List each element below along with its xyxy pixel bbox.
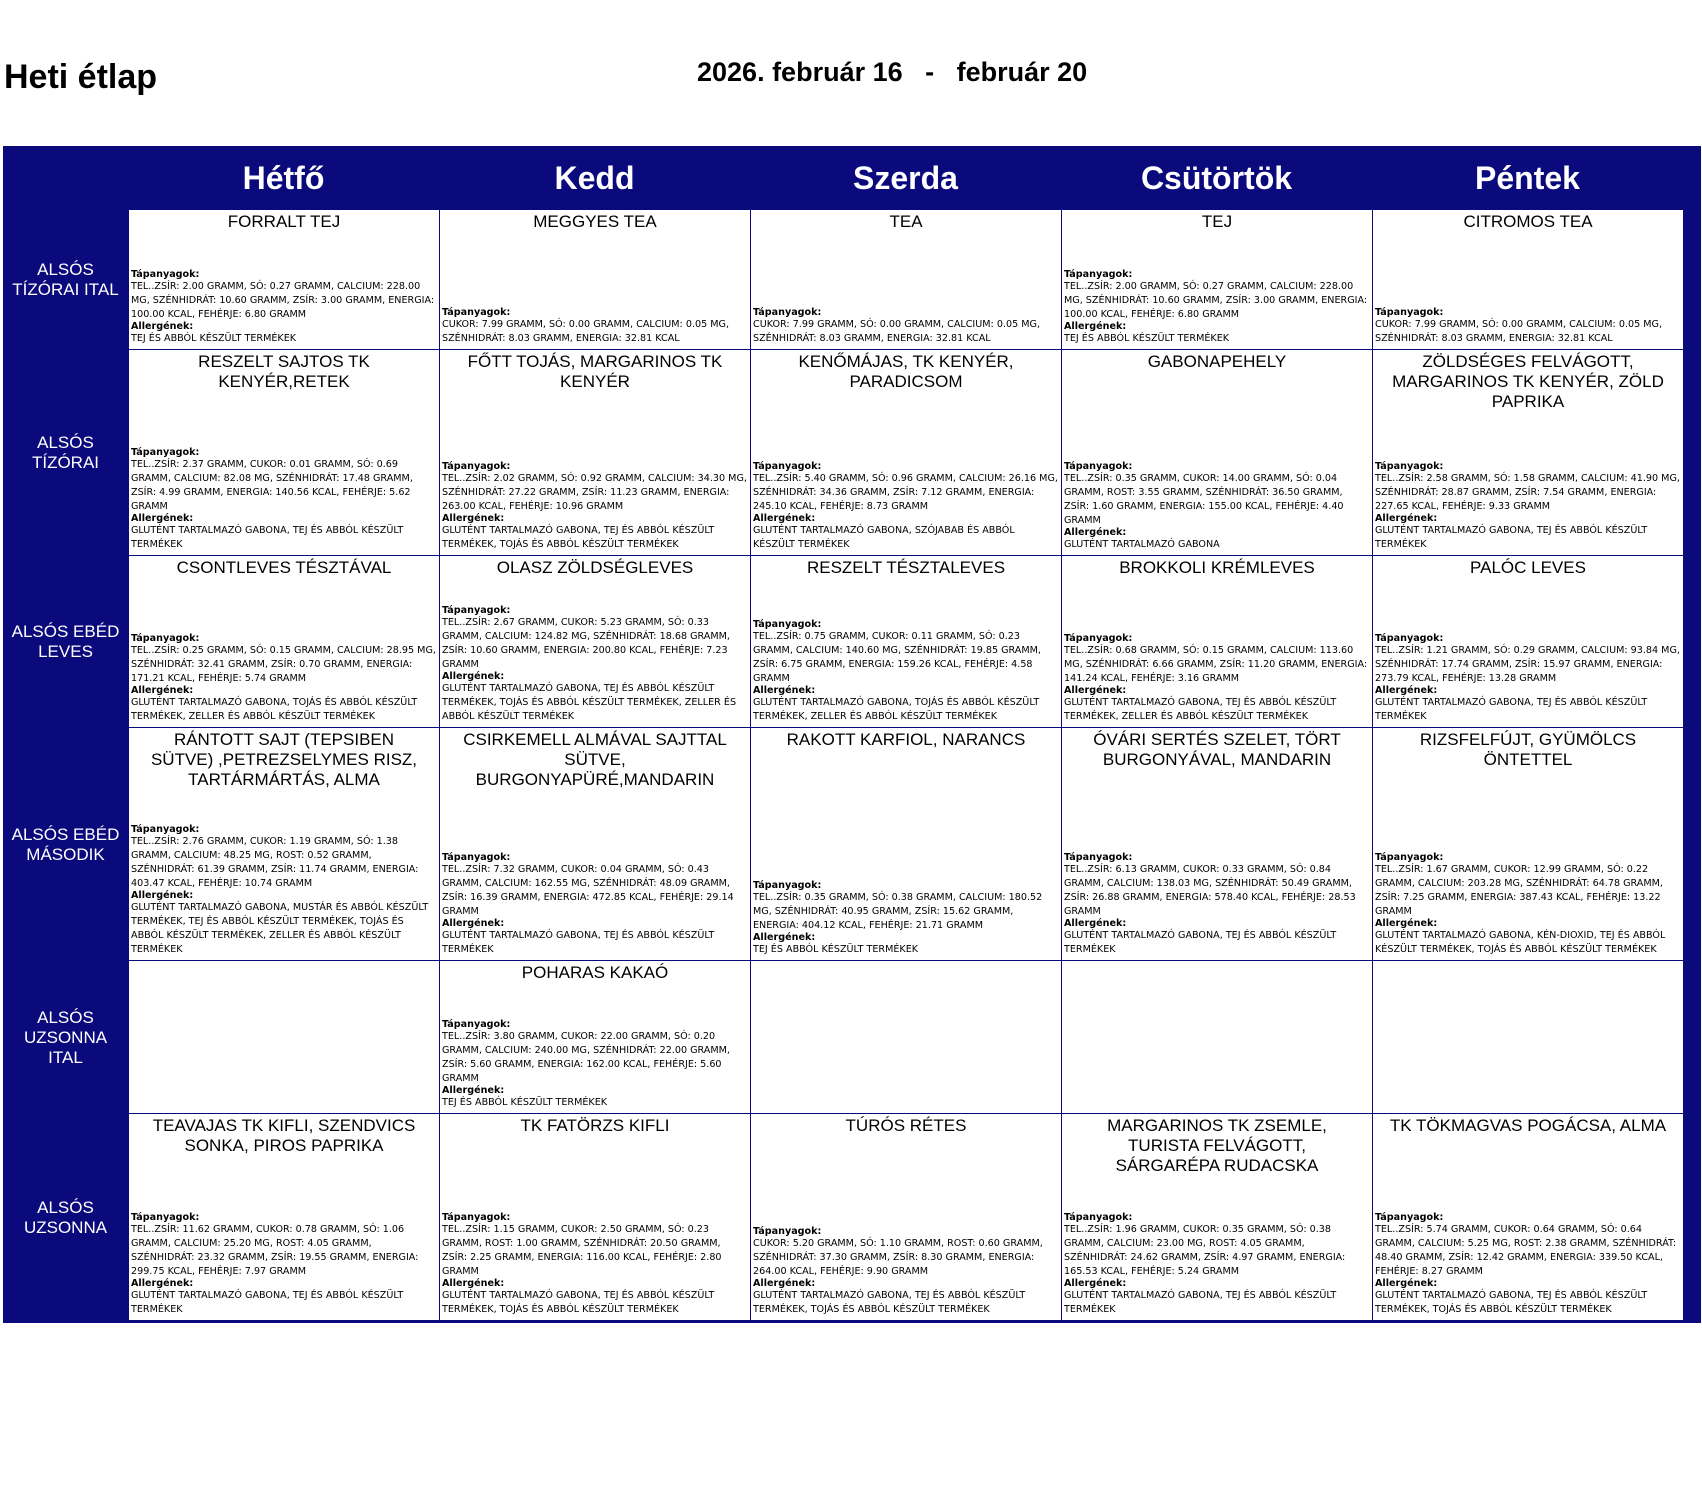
nutrients-text: TEL..ZSÍR: 1.15 GRAMM, CUKOR: 2.50 GRAMM, SÓ: 0.23 GRAMM, ROST: 1.00 GRAMM, SZÉNHIDRÁT: 20.50 GRAMM, ZSÍR: 2.25 GRAMM, ENERGIA: 116.00 KCAL, FEHÉRJE: 2.80 GRAMM — [442, 1224, 722, 1277]
nutrients-label: Tápanyagok: — [1064, 633, 1133, 644]
menu-table — [3, 146, 1701, 1323]
dish-name: RÁNTOTT SAJT (TEPSIBEN SÜTVE) ,PETREZSELYMES RISZ, TARTÁRMÁRTÁS, ALMA — [150, 730, 418, 789]
allergens-text: GLUTÉNT TARTALMAZÓ GABONA, TEJ ÉS ABBÓL KÉSZÜLT TERMÉKEK — [131, 1290, 404, 1315]
nutrients-text: TEL..ZSÍR: 3.80 GRAMM, CUKOR: 22.00 GRAMM, SÓ: 0.20 GRAMM, CALCIUM: 240.00 MG, SZÉNHIDRÁT: 22.00 GRAMM, ZSÍR: 5.60 GRAMM, ENERGIA: 162.00 KCAL, FEHÉRJE: 5.60 GRAMM — [442, 1031, 730, 1084]
allergens-label: Allergének: — [442, 1085, 505, 1096]
dish-name: RIZSFELFÚJT, GYÜMÖLCS ÖNTETTEL — [1419, 730, 1637, 769]
allergens-text: GLUTÉNT TARTALMAZÓ GABONA, TEJ ÉS ABBÓL KÉSZÜLT TERMÉKEK, TOJÁS ÉS ABBÓL KÉSZÜLT TERMÉKEK — [442, 525, 715, 550]
allergens-text: GLUTÉNT TARTALMAZÓ GABONA, TEJ ÉS ABBÓL KÉSZÜLT TERMÉKEK, ZELLER ÉS ABBÓL KÉSZÜLT TERMÉKEK — [1064, 697, 1337, 722]
nutrition-info — [442, 853, 748, 957]
allergens-text: GLUTÉNT TARTALMAZÓ GABONA, TEJ ÉS ABBÓL KÉSZÜLT TERMÉKEK — [1064, 1290, 1337, 1315]
allergens-text: GLUTÉNT TARTALMAZÓ GABONA, TEJ ÉS ABBÓL KÉSZÜLT TERMÉKEK — [1375, 525, 1648, 550]
nutrients-text: TEL..ZSÍR: 2.67 GRAMM, CUKOR: 5.23 GRAMM, SÓ: 0.33 GRAMM, CALCIUM: 124.82 MG, SZÉNHIDRÁT: 18.68 GRAMM, ZSÍR: 10.60 GRAMM, ENERGIA: 200.80 KCAL, FEHÉRJE: 7.23 GRAMM — [442, 617, 730, 670]
allergens-label: Allergének: — [1064, 527, 1127, 538]
nutrition-info — [442, 1020, 748, 1110]
nutrients-text: TEL..ZSÍR: 2.37 GRAMM, CUKOR: 0.01 GRAMM, SÓ: 0.69 GRAMM, CALCIUM: 82.08 MG, SZÉNHIDRÁT: 17.48 GRAMM, ZSÍR: 4.99 GRAMM, ENERGIA: 140.56 KCAL, FEHÉRJE: 5.62 GRAMM — [131, 459, 413, 512]
nutrition-info — [753, 1227, 1059, 1317]
allergens-text: TEJ ÉS ABBÓL KÉSZÜLT TERMÉKEK — [1064, 333, 1230, 344]
nutrition-info — [442, 462, 748, 552]
dish-name: ÓVÁRI SERTÉS SZELET, TÖRT BURGONYÁVAL, MANDARIN — [1093, 730, 1341, 769]
allergens-label: Allergének: — [753, 1278, 816, 1289]
menu-cell — [750, 210, 1061, 350]
allergens-label: Allergének: — [442, 671, 505, 682]
day-header: Csütörtök — [1140, 160, 1293, 196]
nutrients-text: TEL..ZSÍR: 2.00 GRAMM, SÓ: 0.27 GRAMM, CALCIUM: 228.00 MG, SZÉNHIDRÁT: 10.60 GRAMM, ZSÍR: 3.00 GRAMM, ENERGIA: 100.00 KCAL, FEHÉRJE: 6.80 GRAMM — [1064, 281, 1368, 320]
nutrients-label: Tápanyagok: — [1064, 1212, 1133, 1223]
nutrients-text: TEL..ZSÍR: 1.67 GRAMM, CUKOR: 12.99 GRAMM, SÓ: 0.22 GRAMM, CALCIUM: 203.28 MG, SZÉNHIDRÁT: 64.78 GRAMM, ZSÍR: 7.25 GRAMM, ENERGIA: 387.43 KCAL, FEHÉRJE: 13.22 GRAMM — [1375, 864, 1663, 917]
menu-cell — [128, 350, 439, 556]
dish-name: TEJ — [1201, 212, 1233, 231]
menu-cell — [128, 961, 439, 1114]
allergens-label: Allergének: — [1375, 513, 1438, 524]
menu-cell — [1372, 728, 1683, 961]
nutrients-label: Tápanyagok: — [131, 269, 200, 280]
nutrition-info — [131, 270, 437, 346]
nutrients-label: Tápanyagok: — [131, 447, 200, 458]
nutrition-info — [1064, 270, 1370, 346]
allergens-label: Allergének: — [753, 932, 816, 943]
menu-cell — [439, 350, 750, 556]
dish-name: CSIRKEMELL ALMÁVAL SAJTTAL SÜTVE, BURGONYAPÜRÉ,MANDARIN — [463, 730, 727, 789]
menu-cell — [439, 728, 750, 961]
allergens-label: Allergének: — [442, 1278, 505, 1289]
corner-cell — [3, 146, 128, 210]
menu-cell — [128, 556, 439, 728]
nutrients-label: Tápanyagok: — [442, 461, 511, 472]
nutrition-info — [442, 1213, 748, 1317]
nutrition-info — [1064, 1213, 1370, 1317]
allergens-label: Allergének: — [1064, 321, 1127, 332]
nutrients-text: TEL..ZSÍR: 2.58 GRAMM, SÓ: 1.58 GRAMM, CALCIUM: 41.90 MG, SZÉNHIDRÁT: 28.87 GRAMM, ZSÍR: 7.54 GRAMM, ENERGIA: 227.65 KCAL, FEHÉRJE: 9.33 GRAMM — [1375, 473, 1680, 512]
dish-name: ZÖLDSÉGES FELVÁGOTT, MARGARINOS TK KENYÉR, ZÖLD PAPRIKA — [1392, 352, 1664, 411]
nutrients-text: TEL..ZSÍR: 0.35 GRAMM, SÓ: 0.38 GRAMM, CALCIUM: 180.52 MG, SZÉNHIDRÁT: 40.95 GRAMM, ZSÍR: 15.62 GRAMM, ENERGIA: 404.12 KCAL, FEHÉRJE: 21.71 GRAMM — [753, 892, 1043, 931]
nutrients-text: TEL..ZSÍR: 6.13 GRAMM, CUKOR: 0.33 GRAMM, SÓ: 0.84 GRAMM, CALCIUM: 138.03 MG, SZÉNHIDRÁT: 50.49 GRAMM, ZSÍR: 26.88 GRAMM, ENERGIA: 578.40 KCAL, FEHÉRJE: 28.53 GRAMM — [1064, 864, 1356, 917]
dish-name: GABONAPEHELY — [1147, 352, 1287, 371]
dish-name: RAKOTT KARFIOL, NARANCS — [786, 730, 1026, 749]
nutrition-info — [1375, 1213, 1681, 1317]
nutrients-text: TEL..ZSÍR: 5.40 GRAMM, SÓ: 0.96 GRAMM, CALCIUM: 26.16 MG, SZÉNHIDRÁT: 34.36 GRAMM, ZSÍR: 7.12 GRAMM, ENERGIA: 245.10 KCAL, FEHÉRJE: 8.73 GRAMM — [753, 473, 1058, 512]
allergens-text: GLUTÉNT TARTALMAZÓ GABONA, KÉN-DIOXID, TEJ ÉS ABBÓL KÉSZÜLT TERMÉKEK, TOJÁS ÉS ABBÓL KÉSZÜLT TERMÉKEK — [1375, 930, 1666, 955]
nutrients-label: Tápanyagok: — [442, 307, 511, 318]
menu-cell — [1372, 350, 1683, 556]
allergens-label: Allergének: — [1375, 1278, 1438, 1289]
nutrients-text: TEL..ZSÍR: 1.21 GRAMM, SÓ: 0.29 GRAMM, CALCIUM: 93.84 MG, SZÉNHIDRÁT: 17.74 GRAMM, ZSÍR: 15.97 GRAMM, ENERGIA: 273.79 KCAL, FEHÉRJE: 13.28 GRAMM — [1375, 645, 1680, 684]
nutrition-info — [442, 308, 748, 346]
dish-name: KENŐMÁJAS, TK KENYÉR, PARADICSOM — [798, 352, 1014, 391]
dish-name: TK FATÖRZS KIFLI — [520, 1116, 670, 1135]
allergens-text: GLUTÉNT TARTALMAZÓ GABONA, TEJ ÉS ABBÓL KÉSZÜLT TERMÉKEK, TOJÁS ÉS ABBÓL KÉSZÜLT TERMÉKEK, ZELLER ÉS ABBÓL KÉSZÜLT TERMÉKEK — [442, 683, 737, 722]
allergens-label: Allergének: — [753, 685, 816, 696]
dish-name: TEA — [889, 212, 923, 231]
dish-name: RESZELT SAJTOS TK KENYÉR,RETEK — [198, 352, 370, 391]
date-range: 2026. február 16 - február 20 — [697, 57, 1088, 87]
nutrients-label: Tápanyagok: — [1064, 461, 1133, 472]
menu-cell — [128, 210, 439, 350]
menu-cell — [1061, 556, 1372, 728]
menu-cell — [439, 556, 750, 728]
nutrition-info — [1064, 462, 1370, 552]
nutrition-info — [131, 634, 437, 724]
allergens-label: Allergének: — [1375, 685, 1438, 696]
allergens-label: Allergének: — [131, 685, 194, 696]
allergens-text: TEJ ÉS ABBÓL KÉSZÜLT TERMÉKEK — [131, 333, 297, 344]
nutrition-info — [1375, 308, 1681, 346]
day-header: Péntek — [1475, 160, 1580, 196]
allergens-text: GLUTÉNT TARTALMAZÓ GABONA — [1064, 539, 1220, 550]
allergens-text: GLUTÉNT TARTALMAZÓ GABONA, TOJÁS ÉS ABBÓL KÉSZÜLT TERMÉKEK, ZELLER ÉS ABBÓL KÉSZÜLT TERMÉKEK — [753, 697, 1040, 722]
menu-cell — [1061, 210, 1372, 350]
nutrients-label: Tápanyagok: — [753, 1226, 822, 1237]
nutrients-text: TEL..ZSÍR: 7.32 GRAMM, CUKOR: 0.04 GRAMM, SÓ: 0.43 GRAMM, CALCIUM: 162.55 MG, SZÉNHIDRÁT: 48.09 GRAMM, ZSÍR: 16.39 GRAMM, ENERGIA: 472.85 KCAL, FEHÉRJE: 29.14 GRAMM — [442, 864, 734, 917]
dish-name: TK TÖKMAGVAS POGÁCSA, ALMA — [1389, 1116, 1667, 1135]
nutrition-info — [1064, 634, 1370, 724]
allergens-text: GLUTÉNT TARTALMAZÓ GABONA, SZÓJABAB ÉS ABBÓL KÉSZÜLT TERMÉKEK — [753, 525, 1015, 550]
dish-name: TEAVAJAS TK KIFLI, SZENDVICS SONKA, PIROS PAPRIKA — [152, 1116, 416, 1155]
nutrients-label: Tápanyagok: — [1375, 633, 1444, 644]
allergens-label: Allergének: — [442, 513, 505, 524]
menu-cell — [750, 350, 1061, 556]
nutrition-info — [1375, 853, 1681, 957]
allergens-label: Allergének: — [131, 1278, 194, 1289]
nutrients-text: TEL..ZSÍR: 5.74 GRAMM, CUKOR: 0.64 GRAMM, SÓ: 0.64 GRAMM, CALCIUM: 5.25 MG, ROST: 2.38 GRAMM, SZÉNHIDRÁT: 48.40 GRAMM, ZSÍR: 12.42 GRAMM, ENERGIA: 339.50 KCAL, FEHÉRJE: 8.27 GRAMM — [1375, 1224, 1677, 1277]
menu-cell — [439, 210, 750, 350]
dish-name: FORRALT TEJ — [227, 212, 341, 231]
nutrients-label: Tápanyagok: — [753, 619, 822, 630]
day-header: Kedd — [554, 160, 635, 196]
allergens-text: TEJ ÉS ABBÓL KÉSZÜLT TERMÉKEK — [753, 944, 919, 955]
dish-name: PALÓC LEVES — [1470, 558, 1586, 577]
nutrients-text: TEL..ZSÍR: 0.75 GRAMM, CUKOR: 0.11 GRAMM, SÓ: 0.23 GRAMM, CALCIUM: 140.60 MG, SZÉNHIDRÁT: 19.85 GRAMM, ZSÍR: 6.75 GRAMM, ENERGIA: 159.26 KCAL, FEHÉRJE: 4.58 GRAMM — [753, 631, 1041, 684]
nutrients-text: CUKOR: 5.20 GRAMM, SÓ: 1.10 GRAMM, ROST: 0.60 GRAMM, SZÉNHIDRÁT: 37.30 GRAMM, ZSÍR: 8.30 GRAMM, ENERGIA: 264.00 KCAL, FEHÉRJE: 9.90 GRAMM — [753, 1238, 1043, 1277]
nutrition-info — [131, 1213, 437, 1317]
dish-name: MARGARINOS TK ZSEMLE, TURISTA FELVÁGOTT, SÁRGARÉPA RUDACSKA — [1107, 1116, 1327, 1175]
nutrition-info — [1375, 634, 1681, 724]
nutrients-label: Tápanyagok: — [442, 852, 511, 863]
dish-name: MEGGYES TEA — [533, 212, 657, 231]
nutrition-info — [753, 881, 1059, 957]
nutrients-label: Tápanyagok: — [131, 633, 200, 644]
nutrients-label: Tápanyagok: — [753, 880, 822, 891]
nutrients-label: Tápanyagok: — [1375, 852, 1444, 863]
dish-name: POHARAS KAKAÓ — [521, 963, 669, 982]
nutrients-label: Tápanyagok: — [1375, 307, 1444, 318]
menu-cell — [1061, 728, 1372, 961]
menu-cell — [750, 1114, 1061, 1321]
allergens-text: GLUTÉNT TARTALMAZÓ GABONA, TEJ ÉS ABBÓL KÉSZÜLT TERMÉKEK — [442, 930, 715, 955]
page-title: Heti étlap — [4, 58, 158, 96]
menu-cell — [1372, 210, 1683, 350]
nutrition-info — [1375, 462, 1681, 552]
dish-name: CSONTLEVES TÉSZTÁVAL — [176, 558, 392, 577]
allergens-label: Allergének: — [442, 918, 505, 929]
allergens-label: Allergének: — [131, 513, 194, 524]
allergens-text: GLUTÉNT TARTALMAZÓ GABONA, MUSTÁR ÉS ABBÓL KÉSZÜLT TERMÉKEK, TEJ ÉS ABBÓL KÉSZÜLT TERMÉKEK, TOJÁS ÉS ABBÓL KÉSZÜLT TERMÉKEK, ZELLER ÉS ABBÓL KÉSZÜLT TERMÉKEK — [131, 902, 429, 955]
menu-cell — [1372, 556, 1683, 728]
dish-name: OLASZ ZÖLDSÉGLEVES — [496, 558, 694, 577]
allergens-text: GLUTÉNT TARTALMAZÓ GABONA, TOJÁS ÉS ABBÓL KÉSZÜLT TERMÉKEK, ZELLER ÉS ABBÓL KÉSZÜLT TERMÉKEK — [131, 697, 418, 722]
menu-cell — [1372, 961, 1683, 1114]
nutrients-label: Tápanyagok: — [1064, 852, 1133, 863]
dish-name: TÚRÓS RÉTES — [845, 1116, 967, 1135]
nutrients-label: Tápanyagok: — [442, 1212, 511, 1223]
allergens-label: Allergének: — [1064, 1278, 1127, 1289]
nutrition-info — [131, 825, 437, 957]
nutrients-label: Tápanyagok: — [753, 461, 822, 472]
nutrition-info — [131, 448, 437, 552]
nutrients-text: TEL..ZSÍR: 2.76 GRAMM, CUKOR: 1.19 GRAMM, SÓ: 1.38 GRAMM, CALCIUM: 48.25 MG, ROST: 0.52 GRAMM, SZÉNHIDRÁT: 61.39 GRAMM, ZSÍR: 11.74 GRAMM, ENERGIA: 403.47 KCAL, FEHÉRJE: 10.74 GRAMM — [131, 836, 419, 889]
nutrients-text: TEL..ZSÍR: 0.35 GRAMM, CUKOR: 14.00 GRAMM, SÓ: 0.04 GRAMM, ROST: 3.55 GRAMM, SZÉNHIDRÁT: 36.50 GRAMM, ZSÍR: 1.60 GRAMM, ENERGIA: 155.00 KCAL, FEHÉRJE: 4.40 GRAMM — [1064, 473, 1344, 526]
nutrients-label: Tápanyagok: — [442, 605, 511, 616]
menu-cell — [1061, 961, 1372, 1114]
nutrients-label: Tápanyagok: — [442, 1019, 511, 1030]
nutrition-info — [753, 620, 1059, 724]
nutrients-text: CUKOR: 7.99 GRAMM, SÓ: 0.00 GRAMM, CALCIUM: 0.05 MG, SZÉNHIDRÁT: 8.03 GRAMM, ENERGIA: 32.81 KCAL — [1375, 319, 1663, 344]
nutrients-text: TEL..ZSÍR: 0.25 GRAMM, SÓ: 0.15 GRAMM, CALCIUM: 28.95 MG, SZÉNHIDRÁT: 32.41 GRAMM, ZSÍR: 0.70 GRAMM, ENERGIA: 171.21 KCAL, FEHÉRJE: 5.74 GRAMM — [131, 645, 436, 684]
nutrition-info — [1064, 853, 1370, 957]
meal-label: ALSÓS TÍZÓRAI — [31, 433, 100, 472]
menu-cell — [750, 556, 1061, 728]
menu-cell — [128, 1114, 439, 1321]
nutrition-info — [753, 462, 1059, 552]
allergens-label: Allergének: — [1375, 918, 1438, 929]
allergens-text: GLUTÉNT TARTALMAZÓ GABONA, TEJ ÉS ABBÓL KÉSZÜLT TERMÉKEK — [1375, 697, 1648, 722]
meal-label: ALSÓS TÍZÓRAI ITAL — [12, 260, 119, 299]
allergens-text: GLUTÉNT TARTALMAZÓ GABONA, TEJ ÉS ABBÓL KÉSZÜLT TERMÉKEK — [1064, 930, 1337, 955]
menu-cell — [750, 961, 1061, 1114]
nutrients-text: TEL..ZSÍR: 2.02 GRAMM, SÓ: 0.92 GRAMM, CALCIUM: 34.30 MG, SZÉNHIDRÁT: 27.22 GRAMM, ZSÍR: 11.23 GRAMM, ENERGIA: 263.00 KCAL, FEHÉRJE: 10.96 GRAMM — [442, 473, 747, 512]
day-header: Hétfő — [242, 160, 325, 196]
nutrients-text: TEL..ZSÍR: 0.68 GRAMM, SÓ: 0.15 GRAMM, CALCIUM: 113.60 MG, SZÉNHIDRÁT: 6.66 GRAMM, ZSÍR: 11.20 GRAMM, ENERGIA: 141.24 KCAL, FEHÉRJE: 3.16 GRAMM — [1064, 645, 1368, 684]
menu-cell — [750, 728, 1061, 961]
nutrients-text: TEL..ZSÍR: 2.00 GRAMM, SÓ: 0.27 GRAMM, CALCIUM: 228.00 MG, SZÉNHIDRÁT: 10.60 GRAMM, ZSÍR: 3.00 GRAMM, ENERGIA: 100.00 KCAL, FEHÉRJE: 6.80 GRAMM — [131, 281, 435, 320]
nutrients-label: Tápanyagok: — [131, 824, 200, 835]
menu-cell — [439, 961, 750, 1114]
dish-name: BROKKOLI KRÉMLEVES — [1119, 558, 1315, 577]
dish-name: RESZELT TÉSZTALEVES — [806, 558, 1006, 577]
nutrients-label: Tápanyagok: — [1375, 1212, 1444, 1223]
meal-label: ALSÓS UZSONNA — [23, 1197, 108, 1237]
allergens-text: TEJ ÉS ABBÓL KÉSZÜLT TERMÉKEK — [442, 1097, 608, 1108]
nutrients-text: TEL..ZSÍR: 1.96 GRAMM, CUKOR: 0.35 GRAMM, SÓ: 0.38 GRAMM, CALCIUM: 23.00 MG, ROST: 4.05 GRAMM, SZÉNHIDRÁT: 24.62 GRAMM, ZSÍR: 4.97 GRAMM, ENERGIA: 165.53 KCAL, FEHÉRJE: 5.24 GRAMM — [1064, 1224, 1346, 1277]
meal-label: ALSÓS EBÉD LEVES — [11, 622, 120, 661]
allergens-label: Allergének: — [131, 321, 194, 332]
menu-cell — [128, 728, 439, 961]
allergens-text: GLUTÉNT TARTALMAZÓ GABONA, TEJ ÉS ABBÓL KÉSZÜLT TERMÉKEK — [131, 525, 404, 550]
menu-cell — [439, 1114, 750, 1321]
allergens-text: GLUTÉNT TARTALMAZÓ GABONA, TEJ ÉS ABBÓL KÉSZÜLT TERMÉKEK, TOJÁS ÉS ABBÓL KÉSZÜLT TERMÉKEK — [753, 1290, 1026, 1315]
allergens-text: GLUTÉNT TARTALMAZÓ GABONA, TEJ ÉS ABBÓL KÉSZÜLT TERMÉKEK, TOJÁS ÉS ABBÓL KÉSZÜLT TERMÉKEK — [442, 1290, 715, 1315]
day-header: Szerda — [853, 160, 958, 196]
nutrients-label: Tápanyagok: — [1064, 269, 1133, 280]
nutrition-info — [442, 606, 748, 724]
dish-name: FŐTT TOJÁS, MARGARINOS TK KENYÉR — [467, 352, 723, 391]
allergens-label: Allergének: — [1064, 685, 1127, 696]
meal-label: ALSÓS EBÉD MÁSODIK — [11, 824, 120, 864]
allergens-label: Allergének: — [753, 513, 816, 524]
dish-name: CITROMOS TEA — [1463, 212, 1593, 231]
nutrients-label: Tápanyagok: — [131, 1212, 200, 1223]
menu-cell — [1061, 1114, 1372, 1321]
allergens-label: Allergének: — [1064, 918, 1127, 929]
nutrients-label: Tápanyagok: — [1375, 461, 1444, 472]
nutrients-text: TEL..ZSÍR: 11.62 GRAMM, CUKOR: 0.78 GRAMM, SÓ: 1.06 GRAMM, CALCIUM: 25.20 MG, ROST: 4.05 GRAMM, SZÉNHIDRÁT: 23.32 GRAMM, ZSÍR: 19.55 GRAMM, ENERGIA: 299.75 KCAL, FEHÉRJE: 7.97 GRAMM — [131, 1224, 419, 1277]
nutrients-text: CUKOR: 7.99 GRAMM, SÓ: 0.00 GRAMM, CALCIUM: 0.05 MG, SZÉNHIDRÁT: 8.03 GRAMM, ENERGIA: 32.81 KCAL — [753, 319, 1041, 344]
nutrients-text: CUKOR: 7.99 GRAMM, SÓ: 0.00 GRAMM, CALCIUM: 0.05 MG, SZÉNHIDRÁT: 8.03 GRAMM, ENERGIA: 32.81 KCAL — [442, 319, 730, 344]
allergens-label: Allergének: — [131, 890, 194, 901]
menu-cell — [1372, 1114, 1683, 1321]
nutrients-label: Tápanyagok: — [753, 307, 822, 318]
meal-label: ALSÓS UZSONNA ITAL — [23, 1007, 108, 1067]
nutrition-info — [753, 308, 1059, 346]
menu-cell — [1061, 350, 1372, 556]
allergens-text: GLUTÉNT TARTALMAZÓ GABONA, TEJ ÉS ABBÓL KÉSZÜLT TERMÉKEK, TOJÁS ÉS ABBÓL KÉSZÜLT TERMÉKEK — [1375, 1290, 1648, 1315]
